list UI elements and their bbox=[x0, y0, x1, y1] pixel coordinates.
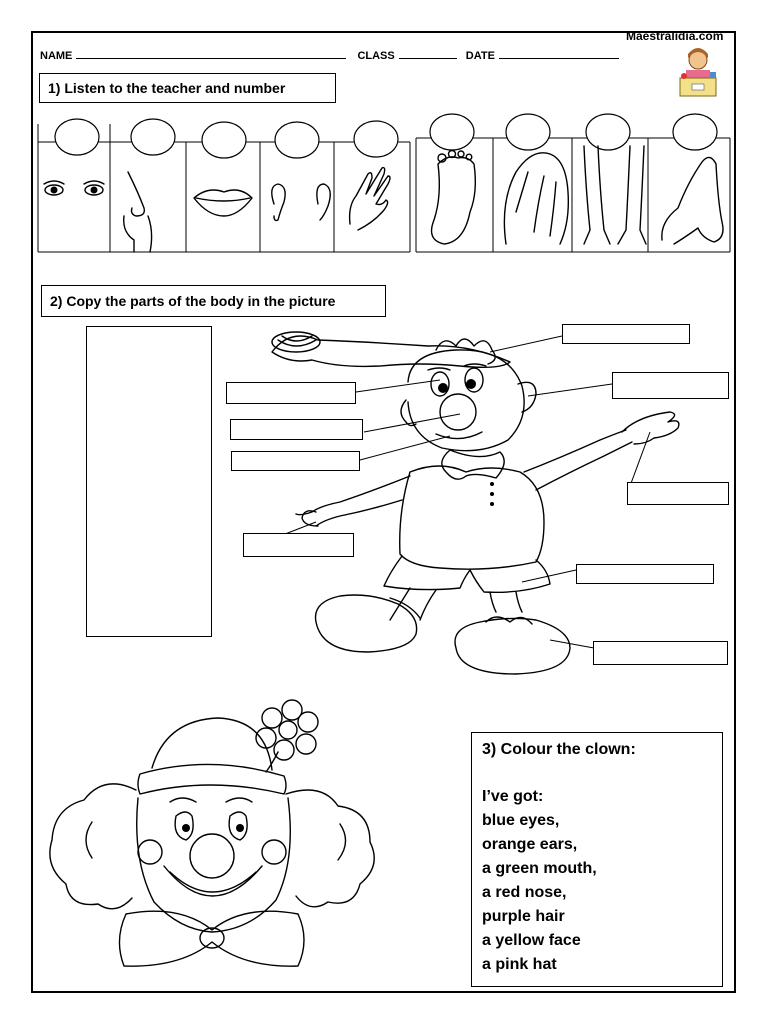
section2-title bbox=[41, 285, 386, 317]
number-oval[interactable] bbox=[586, 114, 630, 150]
header-row bbox=[40, 48, 619, 62]
mouth-icon bbox=[194, 190, 252, 216]
number-oval[interactable] bbox=[275, 122, 319, 158]
number-oval[interactable] bbox=[55, 119, 99, 155]
foot-icon bbox=[432, 151, 476, 245]
list-item: blue eyes, bbox=[482, 812, 560, 829]
class-line[interactable] bbox=[399, 48, 457, 59]
arms-icon bbox=[584, 146, 646, 244]
label-box-foot[interactable] bbox=[593, 641, 728, 665]
list-item: a red nose, bbox=[482, 884, 567, 901]
hand-icon bbox=[350, 168, 390, 230]
clown-drawing bbox=[40, 690, 390, 980]
section3-title: 3) Colour the clown: bbox=[482, 741, 636, 758]
word-bank-box[interactable] bbox=[86, 326, 212, 637]
number-oval[interactable] bbox=[430, 114, 474, 150]
nose-icon bbox=[124, 172, 152, 252]
hair-icon bbox=[504, 153, 568, 244]
number-oval[interactable] bbox=[673, 114, 717, 150]
list-item: a pink hat bbox=[482, 956, 557, 973]
clown-colour-list bbox=[482, 785, 712, 977]
leg-icon bbox=[662, 157, 723, 244]
ears-icon bbox=[272, 184, 331, 221]
section1-title bbox=[39, 73, 336, 103]
number-oval[interactable] bbox=[131, 119, 175, 155]
section2-title-text: 2) Copy the parts of the body in the picture bbox=[50, 293, 336, 309]
label-box-mouth[interactable] bbox=[231, 451, 360, 471]
label-box-ear[interactable] bbox=[612, 372, 729, 399]
list-item: a green mouth, bbox=[482, 860, 597, 877]
teacher-logo-icon bbox=[676, 46, 720, 102]
section3-box bbox=[471, 732, 723, 987]
date-label: DATE bbox=[465, 50, 495, 62]
number-oval[interactable] bbox=[354, 121, 398, 157]
label-box-hand-right[interactable] bbox=[627, 482, 729, 505]
eyes-icon bbox=[44, 181, 104, 195]
number-oval[interactable] bbox=[506, 114, 550, 150]
date-line[interactable] bbox=[499, 48, 619, 59]
section1-title-text: 1) Listen to the teacher and number bbox=[48, 80, 286, 96]
name-label: NAME bbox=[40, 50, 73, 62]
label-box-nose[interactable] bbox=[230, 419, 363, 440]
label-box-hand-left[interactable] bbox=[243, 533, 354, 557]
name-line[interactable] bbox=[76, 48, 346, 59]
label-box-leg[interactable] bbox=[576, 564, 714, 584]
list-item: orange ears, bbox=[482, 836, 578, 853]
body-parts-strip bbox=[38, 112, 730, 257]
class-label: CLASS bbox=[357, 50, 395, 62]
site-watermark: Maestralidia.com bbox=[626, 29, 724, 43]
list-item: purple hair bbox=[482, 908, 565, 925]
list-item: a yellow face bbox=[482, 932, 581, 949]
label-box-hat[interactable] bbox=[562, 324, 690, 344]
number-oval[interactable] bbox=[202, 122, 246, 158]
list-item: I’ve got: bbox=[482, 788, 544, 805]
label-box-eyes[interactable] bbox=[226, 382, 356, 404]
